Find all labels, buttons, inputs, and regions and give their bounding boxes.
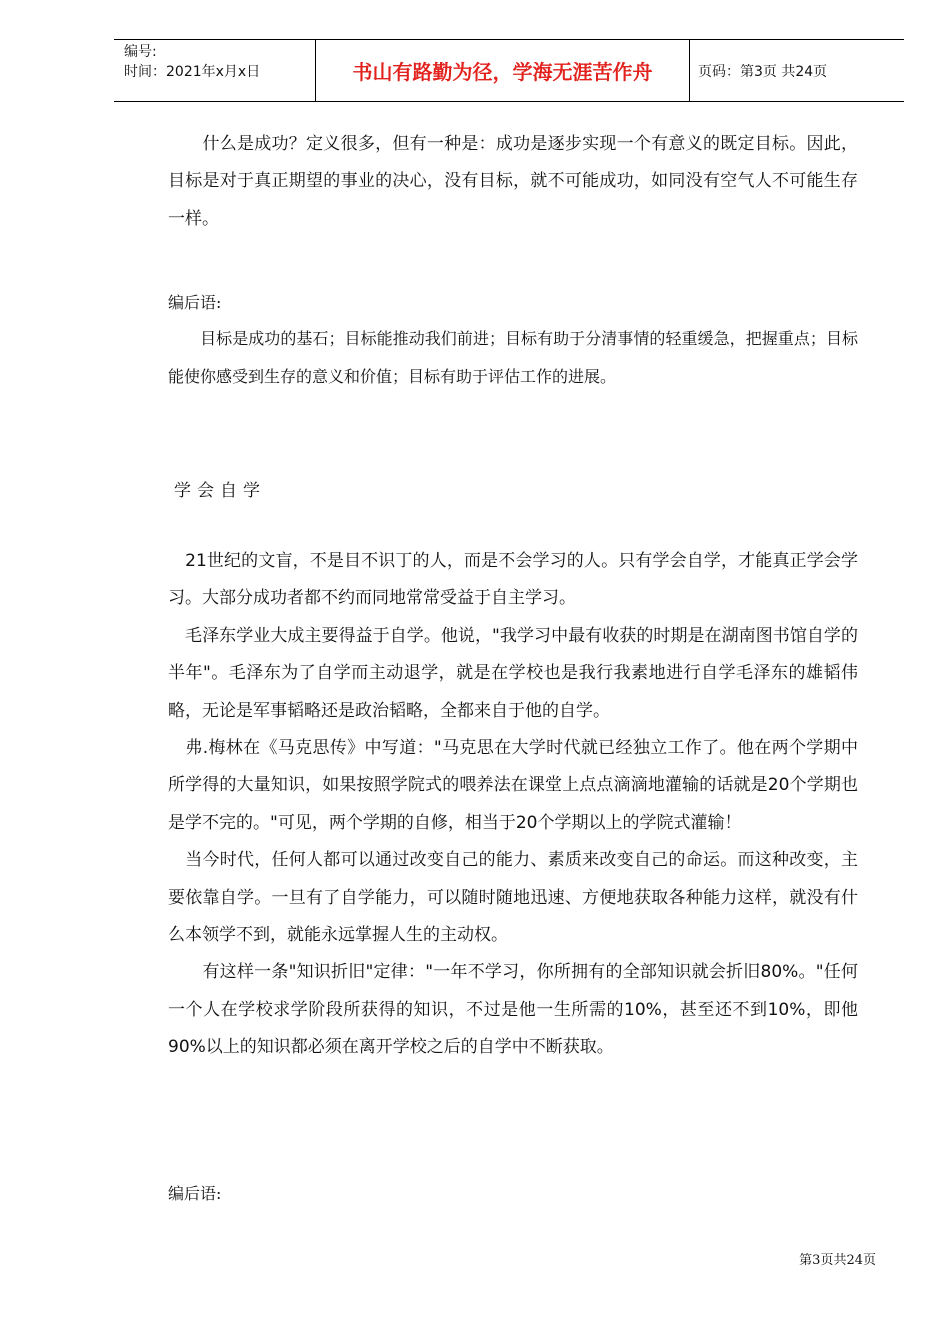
section-success bbox=[168, 126, 858, 238]
editor-note-1 bbox=[168, 290, 858, 313]
header-page-label: 页码：第3页 共24页 bbox=[698, 63, 828, 80]
success-paragraph: 什么是成功？定义很多，但有一种是：成功是逐步实现一个有意义的既定目标。因此，目标是对于真正期望的事业的决心，没有目标，就不可能成功，如同没有空气人不可能生存一样。 bbox=[168, 134, 858, 229]
number-label: 编号: bbox=[124, 44, 157, 60]
editor-note-1-body bbox=[168, 320, 858, 395]
paragraph-3: 弗.梅林在《马克思传》中写道："马克思在大学时代就已经独立工作了。他在两个学期中所学得的大量知识，如果按照学院式的喂养法在课堂上点点滴滴地灌输的话就是20个学期也是学不完的。"可见，两个学期的自修，相当于20个学期以上的学院式灌输！ bbox=[168, 738, 858, 833]
page-header bbox=[114, 39, 904, 102]
editor-label: 编后语: bbox=[168, 293, 222, 312]
paragraph-4: 当今时代，任何人都可以通过改变自己的能力、素质来改变自己的命运。而这种改变，主要依靠自学。一旦有了自学能力，可以随时随地迅速、方便地获取各种能力这样，就没有什么本领学不到，就能永远掌握人生的主动权。 bbox=[168, 850, 858, 946]
section-heading-wrap bbox=[174, 476, 864, 501]
editor-note-text: 目标是成功的基石；目标能推动我们前进；目标有助于分清事情的轻重缓急，把握重点；目标能使你感受到生存的意义和价值；目标有助于评估工作的进展。 bbox=[168, 329, 858, 386]
paragraph-2: 毛泽东学业大成主要得益于自学。他说，"我学习中最有收获的时期是在湖南图书馆自学的半年"。毛泽东为了自学而主动退学，就是在学校也是我行我素地进行自学毛泽东的雄韬伟略，无论是军事韬略还是政治韬略，全都来自于他的自学。 bbox=[168, 625, 858, 721]
section-heading: 学会自学 bbox=[174, 481, 266, 501]
header-motto: 书山有路勤为径，学海无涯苦作舟 bbox=[316, 40, 690, 101]
footer-page-number: 第3页共24页 bbox=[799, 1253, 876, 1268]
paragraph-5: 有这样一条"知识折旧"定律："一年不学习，你所拥有的全部知识就会折旧80%。"任何一个人在学校求学阶段所获得的知识，不过是他一生所需的10%，甚至还不到10%，即他90%以上的知识都必须在离开学校之后的自学中不断获取。 bbox=[168, 962, 858, 1058]
header-meta bbox=[114, 40, 316, 101]
section-self-study bbox=[168, 543, 858, 1067]
time-label: 时间：2021年x月x日 bbox=[124, 64, 261, 80]
editor-label-2: 编后语: bbox=[168, 1184, 222, 1203]
paragraph-1: 21世纪的文盲，不是目不识丁的人，而是不会学习的人。只有学会自学，才能真正学会学习。大部分成功者都不约而同地常常受益于自主学习。 bbox=[168, 551, 858, 609]
editor-note-2 bbox=[168, 1181, 858, 1204]
